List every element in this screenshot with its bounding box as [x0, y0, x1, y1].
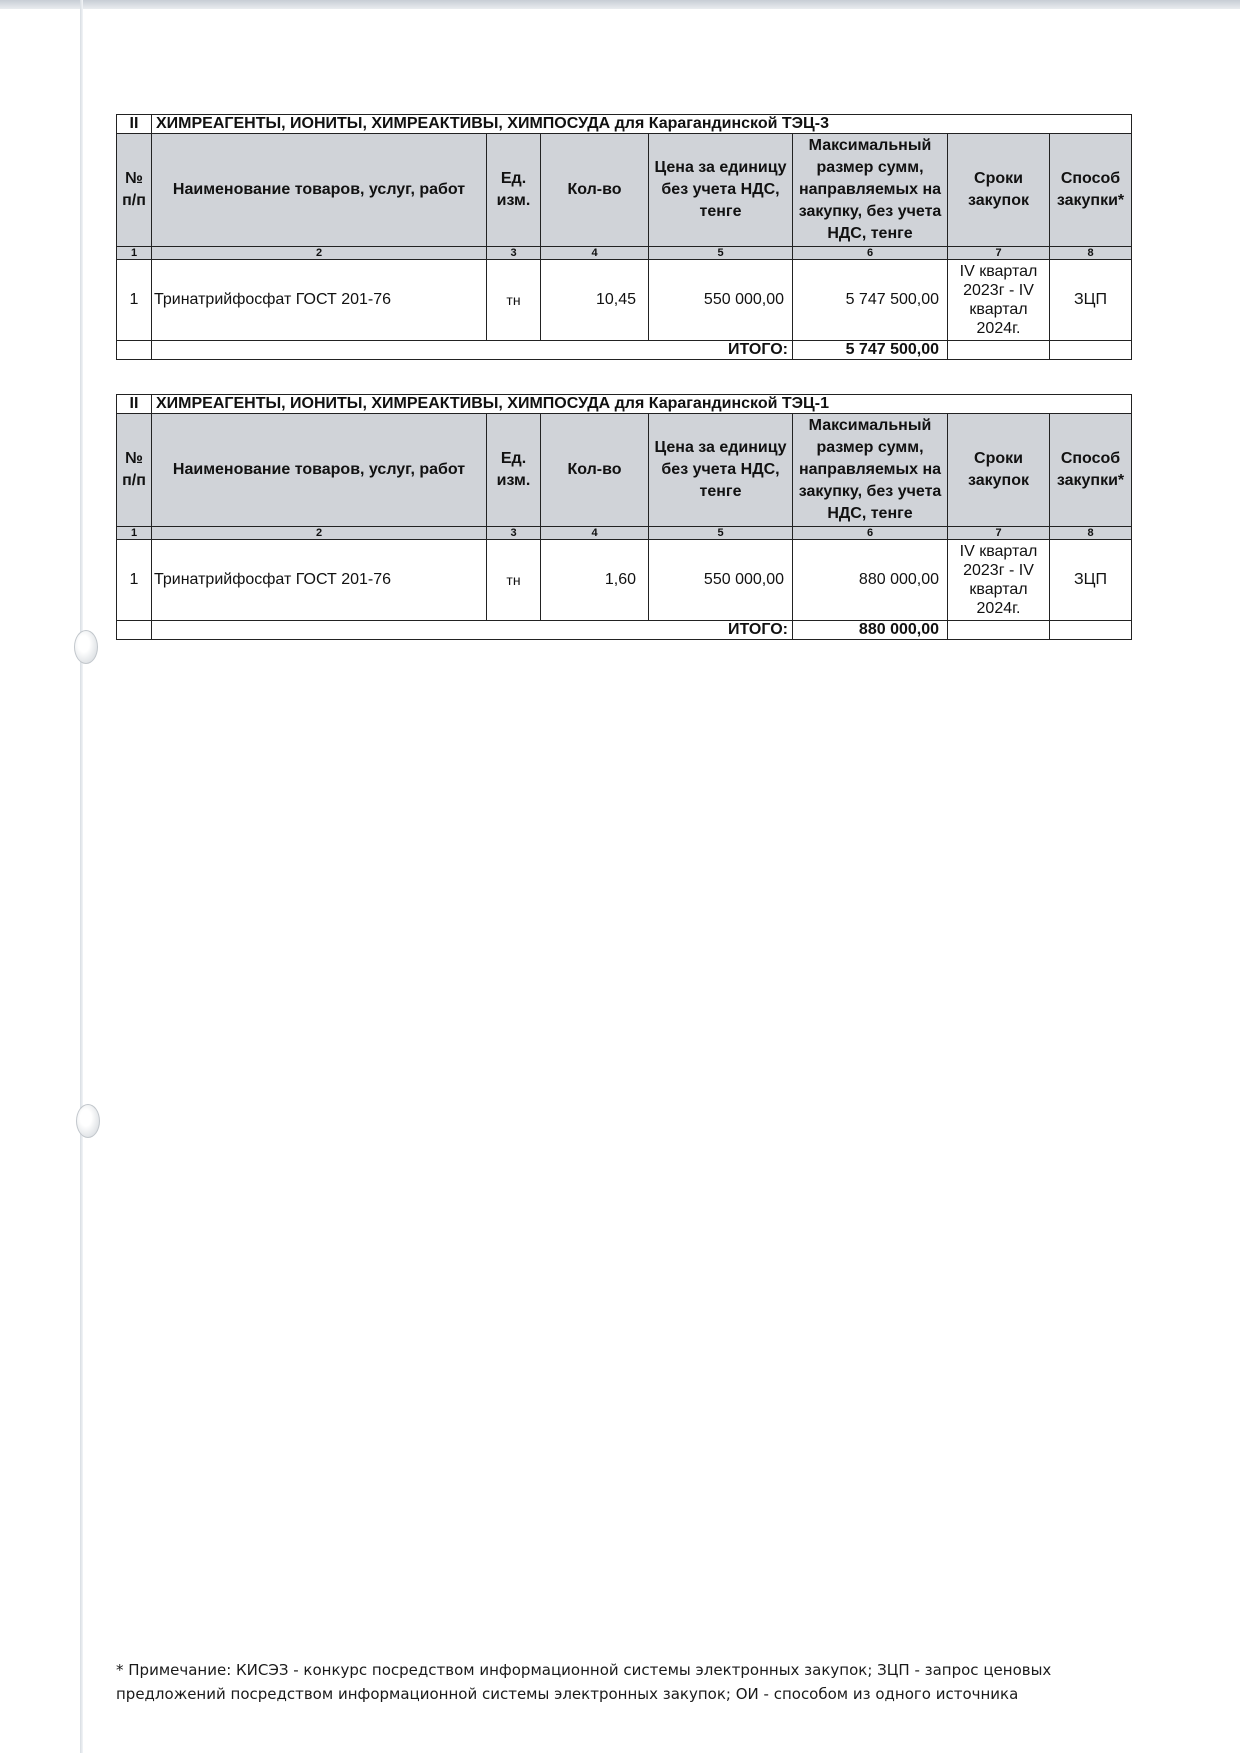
- section-number: II: [117, 115, 152, 134]
- scan-left-edge: [80, 0, 83, 1753]
- row-number: 1: [117, 540, 152, 621]
- row-number: 1: [117, 260, 152, 341]
- column-number: 1: [117, 527, 152, 540]
- header-price: Цена за единицу без учета НДС, тенге: [649, 134, 793, 247]
- header-max-sum: Максимальный размер сумм, направляемых на закупку, без учета НДС, тенге: [793, 134, 948, 247]
- header-no: № п/п: [117, 134, 152, 247]
- footnote: * Примечание: КИСЭЗ - конкурс посредством информационной системы электронных закупок; ЗЦП - запрос ценовых предложений посредством информационной системы электронных закупок; ОИ - способом из одного источника: [116, 1661, 1052, 1703]
- table-row: [117, 260, 1132, 341]
- item-term: IV квартал 2023г - IV квартал 2024г.: [948, 260, 1050, 341]
- procurement-table: [116, 114, 1132, 360]
- column-number: 7: [948, 247, 1050, 260]
- header-unit: Ед. изм.: [487, 414, 541, 527]
- procurement-table-tec3: [116, 114, 1131, 360]
- column-number: 2: [152, 527, 487, 540]
- item-sum: 880 000,00: [793, 540, 948, 621]
- empty-cell: [117, 341, 152, 360]
- header-name: Наименование товаров, услуг, работ: [152, 414, 487, 527]
- empty-cell: [1050, 621, 1132, 640]
- item-qty: 1,60: [541, 540, 649, 621]
- item-term: IV квартал 2023г - IV квартал 2024г.: [948, 540, 1050, 621]
- column-number-row: [117, 247, 1132, 260]
- item-method: ЗЦП: [1050, 260, 1132, 341]
- total-value: 5 747 500,00: [793, 341, 948, 360]
- header-method: Способ закупки*: [1050, 134, 1132, 247]
- punch-hole: [74, 630, 98, 664]
- item-name: Тринатрийфосфат ГОСТ 201-76: [152, 540, 487, 621]
- scan-top-edge: [0, 0, 1240, 9]
- punch-hole: [76, 1104, 100, 1138]
- empty-cell: [1050, 341, 1132, 360]
- header-qty: Кол-во: [541, 414, 649, 527]
- empty-cell: [948, 341, 1050, 360]
- column-number: 8: [1050, 247, 1132, 260]
- section-number: II: [117, 395, 152, 414]
- column-number: 3: [487, 247, 541, 260]
- column-number: 6: [793, 527, 948, 540]
- section-title: ХИМРЕАГЕНТЫ, ИОНИТЫ, ХИМРЕАКТИВЫ, ХИМПОСУДА для Карагандинской ТЭЦ-3: [152, 115, 1132, 134]
- item-price: 550 000,00: [649, 540, 793, 621]
- column-number: 8: [1050, 527, 1132, 540]
- item-unit: тн: [487, 260, 541, 341]
- column-number: 1: [117, 247, 152, 260]
- section-title: ХИМРЕАГЕНТЫ, ИОНИТЫ, ХИМРЕАКТИВЫ, ХИМПОСУДА для Карагандинской ТЭЦ-1: [152, 395, 1132, 414]
- header-row: [117, 134, 1132, 247]
- total-label: ИТОГО:: [152, 621, 793, 640]
- column-number: 7: [948, 527, 1050, 540]
- empty-cell: [948, 621, 1050, 640]
- header-no: № п/п: [117, 414, 152, 527]
- section-row: [117, 395, 1132, 414]
- header-terms: Сроки закупок: [948, 134, 1050, 247]
- header-row: [117, 414, 1132, 527]
- column-number-row: [117, 527, 1132, 540]
- column-number: 3: [487, 527, 541, 540]
- item-name: Тринатрийфосфат ГОСТ 201-76: [152, 260, 487, 341]
- procurement-table: [116, 394, 1132, 640]
- column-number: 5: [649, 247, 793, 260]
- total-row: [117, 621, 1132, 640]
- column-number: 5: [649, 527, 793, 540]
- header-price: Цена за единицу без учета НДС, тенге: [649, 414, 793, 527]
- total-value: 880 000,00: [793, 621, 948, 640]
- column-number: 4: [541, 247, 649, 260]
- section-row: [117, 115, 1132, 134]
- header-method: Способ закупки*: [1050, 414, 1132, 527]
- header-name: Наименование товаров, услуг, работ: [152, 134, 487, 247]
- item-price: 550 000,00: [649, 260, 793, 341]
- total-label: ИТОГО:: [152, 341, 793, 360]
- column-number: 2: [152, 247, 487, 260]
- column-number: 6: [793, 247, 948, 260]
- item-qty: 10,45: [541, 260, 649, 341]
- procurement-table-tec1: [116, 394, 1131, 640]
- item-method: ЗЦП: [1050, 540, 1132, 621]
- header-qty: Кол-во: [541, 134, 649, 247]
- table-row: [117, 540, 1132, 621]
- column-number: 4: [541, 527, 649, 540]
- empty-cell: [117, 621, 152, 640]
- item-sum: 5 747 500,00: [793, 260, 948, 341]
- header-unit: Ед. изм.: [487, 134, 541, 247]
- total-row: [117, 341, 1132, 360]
- header-terms: Сроки закупок: [948, 414, 1050, 527]
- item-unit: тн: [487, 540, 541, 621]
- header-max-sum: Максимальный размер сумм, направляемых на закупку, без учета НДС, тенге: [793, 414, 948, 527]
